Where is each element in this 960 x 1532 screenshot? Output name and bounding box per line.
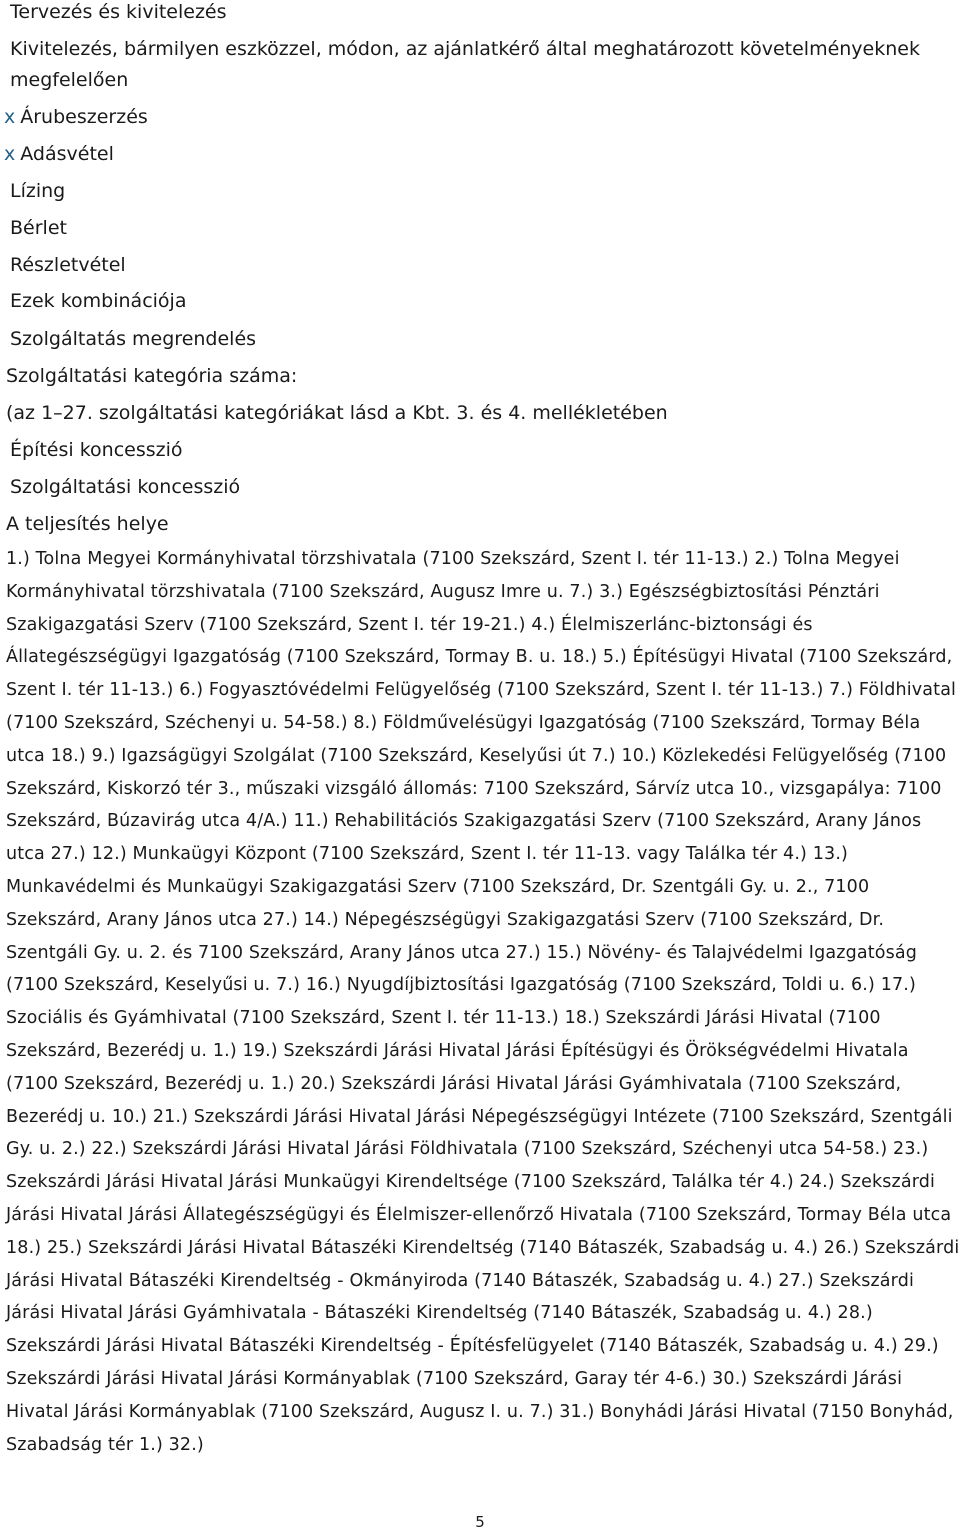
- option-leasing: Lízing: [10, 180, 66, 202]
- option-sale-label: Adásvétel: [20, 143, 114, 165]
- service-category-note: (az 1–27. szolgáltatási kategóriákat lásd a Kbt. 3. és 4. mellékletében: [6, 402, 668, 424]
- option-supply-label: Árubeszerzés: [20, 106, 148, 128]
- checked-mark: x: [4, 106, 16, 128]
- place-of-performance-heading: A teljesítés helye: [6, 513, 169, 535]
- option-rent: Bérlet: [10, 217, 67, 239]
- option-hire-purchase: Részletvétel: [10, 254, 126, 276]
- page-number: 5: [475, 1513, 485, 1531]
- section-heading: Tervezés és kivitelezés: [10, 1, 227, 23]
- option-service-concession: Szolgáltatási koncesszió: [10, 476, 241, 498]
- option-sale: [4, 142, 114, 166]
- option-works-concession: Építési koncesszió: [10, 439, 183, 461]
- option-supply: [4, 105, 148, 129]
- execution-text-line-1: Kivitelezés, bármilyen eszközzel, módon, az ajánlatkérő által meghatározott követelményeknek: [10, 38, 920, 60]
- option-service-order: Szolgáltatás megrendelés: [10, 328, 257, 350]
- checked-mark: x: [4, 143, 16, 165]
- option-combination: Ezek kombinációja: [10, 290, 187, 312]
- place-of-performance-text: 1.) Tolna Megyei Kormányhivatal törzshivatala (7100 Szekszárd, Szent I. tér 11-13.) 2.) Tolna Megyei Kormányhivatal törzshivatala (7100 Szekszárd, Augusz Imre u. 7.) 3.) Egészségbiztosítási Pénztári Szakigazgatási Szerv (7100 Szekszárd, Szent I. tér 19-21.) 4.) Élelmiszerlánc-biztonsági és Állategészségügyi Igazgatóság (7100 Szekszárd, Tormay B. u. 18.) 5.) Építésügyi Hivatal (7100 Szekszárd, Szent I. tér 11-13.) 6.) Fogyasztóvédelmi Felügyelőség (7100 Szekszárd, Szent I. tér 11-13.) 7.) Földhivatal (7100 Szekszárd, Széchenyi u. 54-58.) 8.) Földművelésügyi Igazgatóság (7100 Szekszárd, Tormay Béla utca 18.) 9.) Igazságügyi Szolgálat (7100 Szekszárd, Keselyűsi út 7.) 10.) Közlekedési Felügyelőség (7100 Szekszárd, Kiskorzó tér 3., műszaki vizsgáló állomás: 7100 Szekszárd, Sárvíz utca 10., vizsgapálya: 7100 Szekszárd, Búzavirág utca 4/A.) 11.) Rehabilitációs Szakigazgatási Szerv (7100 Szekszárd, Arany János utca 27.) 12.) Munkaügyi Központ (7100 Szekszárd, Szent I. tér 11-13. vagy Találka tér 4.) 13.) Munkavédelmi és Munkaügyi Szakigazgatási Szerv (7100 Szekszárd, Dr. Szentgáli Gy. u. 2., 7100 Szekszárd, Arany János utca 27.) 14.) Népegészségügyi Szakigazgatási Szerv (7100 Szekszárd, Dr. Szentgáli Gy. u. 2. és 7100 Szekszárd, Arany János utca 27.) 15.) Növény- és Talajvédelmi Igazgatóság (7100 Szekszárd, Keselyűsi u. 7.) 16.) Nyugdíjbiztosítási Igazgatóság (7100 Szekszárd, Toldi u. 6.) 17.) Szociális és Gyámhivatal (7100 Szekszárd, Szent I. tér 11-13.) 18.) Szekszárdi Járási Hivatal (7100 Szekszárd, Bezerédj u. 1.) 19.) Szekszárdi Járási Hivatal Járási Építésügyi és Örökségvédelmi Hivatala (7100 Szekszárd, Bezerédj u. 1.) 20.) Szekszárdi Járási Hivatal Járási Gyámhivatala (7100 Szekszárd, Bezerédj u. 10.) 21.) Szekszárdi Járási Hivatal Járási Népegészségügyi Intézete (7100 Szekszárd, Szentgáli Gy. u. 2.) 22.) Szekszárdi Járási Hivatal Járási Földhivatala (7100 Szekszárd, Széchenyi utca 54-58.) 23.) Szekszárdi Járási Hivatal Járási Munkaügyi Kirendeltsége (7100 Szekszárd, Találka tér 4.) 24.) Szekszárdi Járási Hivatal Járási Állategészségügyi és Élelmiszer-ellenőrző Hivatala (7100 Szekszárd, Tormay Béla utca 18.) 25.) Szekszárdi Járási Hivatal Bátaszéki Kirendeltség (7140 Bátaszék, Szabadság u. 4.) 26.) Szekszárdi Járási Hivatal Bátaszéki Kirendeltség - Okmányiroda (7140 Bátaszék, Szabadság u. 4.) 27.) Szekszárdi Járási Hivatal Járási Gyámhivatala - Bátaszéki Kirendeltség (7140 Bátaszék, Szabadság u. 4.) 28.) Szekszárdi Járási Hivatal Bátaszéki Kirendeltség - Építésfelügyelet (7140 Bátaszék, Szabadság u. 4.) 29.) Szekszárdi Járási Hivatal Járási Kormányablak (7100 Szekszárd, Garay tér 4-6.) 30.) Szekszárdi Járási Hivatal Járási Kormányablak (7100 Szekszárd, Augusz I. u. 7.) 31.) Bonyhádi Járási Hivatal (7150 Bonyhád, Szabadság tér 1.) 32.): [6, 549, 960, 1455]
- execution-text-line-2: megfelelően: [10, 69, 129, 91]
- service-category-label: Szolgáltatási kategória száma:: [6, 365, 298, 387]
